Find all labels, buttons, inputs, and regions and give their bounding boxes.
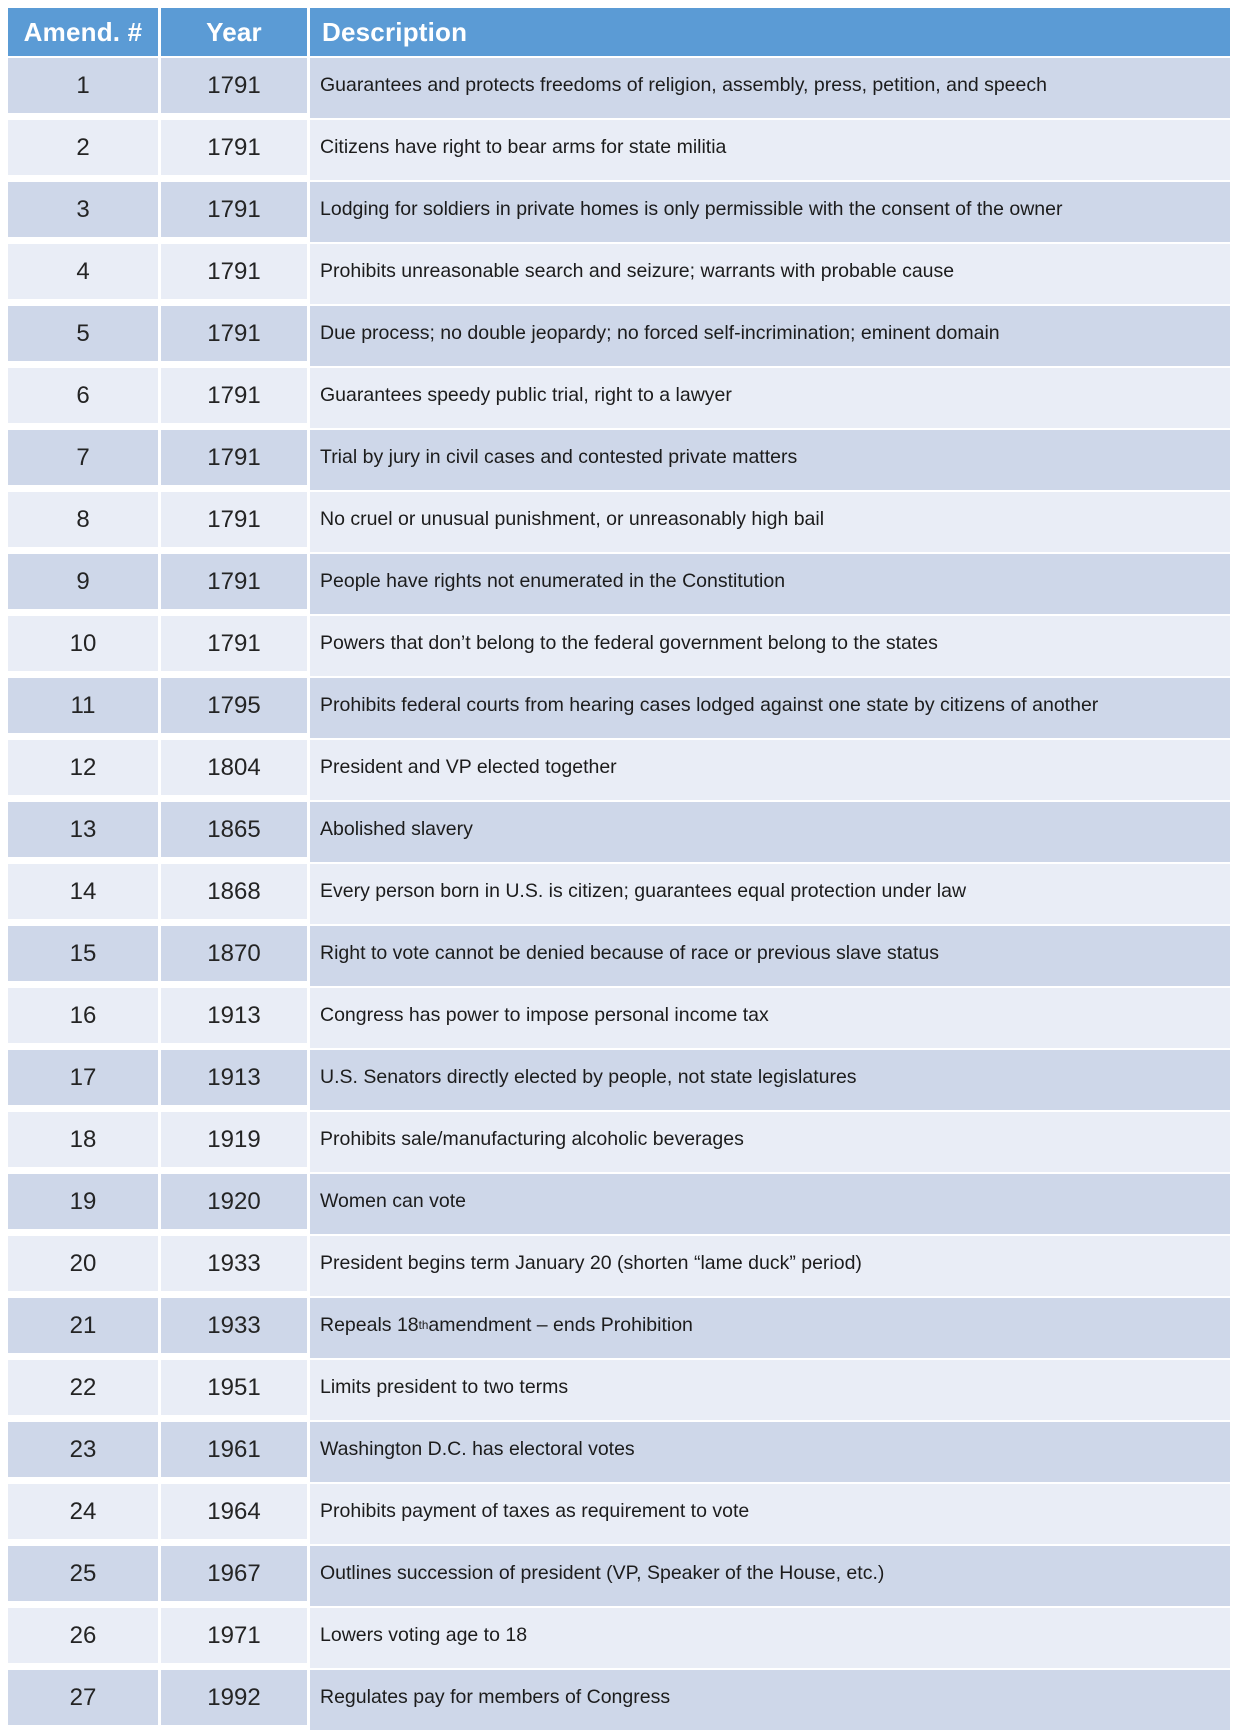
year-cell: 1961: [161, 1422, 307, 1477]
year-cell: 1791: [161, 492, 307, 547]
amend-number-cell: 20: [8, 1236, 158, 1291]
year-cell: 1865: [161, 802, 307, 857]
year-cell: 1920: [161, 1174, 307, 1229]
amend-number-cell: 24: [8, 1484, 158, 1539]
amend-number-cell: 19: [8, 1174, 158, 1229]
amend-number-cell: 23: [8, 1422, 158, 1477]
amend-number-cell: 11: [8, 678, 158, 733]
description-cell: Prohibits sale/manufacturing alcoholic beverages: [310, 1112, 1230, 1172]
amend-number-cell: 7: [8, 430, 158, 485]
amend-number-cell: 18: [8, 1112, 158, 1167]
year-cell: 1933: [161, 1236, 307, 1291]
year-cell: 1795: [161, 678, 307, 733]
amend-number-cell: 6: [8, 368, 158, 423]
description-cell: Guarantees speedy public trial, right to a lawyer: [310, 368, 1230, 428]
year-cell: 1791: [161, 368, 307, 423]
amend-number-cell: 15: [8, 926, 158, 981]
amend-number-cell: 14: [8, 864, 158, 919]
amend-number-cell: 5: [8, 306, 158, 361]
description-cell: Lowers voting age to 18: [310, 1608, 1230, 1668]
year-cell: 1913: [161, 988, 307, 1043]
description-cell: Prohibits federal courts from hearing cases lodged against one state by citizens of another: [310, 678, 1230, 738]
year-cell: 1791: [161, 554, 307, 609]
amendments-table: [8, 8, 1230, 1730]
year-cell: 1951: [161, 1360, 307, 1415]
amend-number-cell: 2: [8, 120, 158, 175]
year-cell: 1919: [161, 1112, 307, 1167]
year-cell: 1964: [161, 1484, 307, 1539]
amend-number-cell: 8: [8, 492, 158, 547]
description-cell: Prohibits payment of taxes as requirement to vote: [310, 1484, 1230, 1544]
amend-number-cell: 13: [8, 802, 158, 857]
amend-number-cell: 12: [8, 740, 158, 795]
amendments-grid: [8, 8, 1230, 1730]
description-cell: Women can vote: [310, 1174, 1230, 1234]
description-cell: Powers that don’t belong to the federal government belong to the states: [310, 616, 1230, 676]
description-cell: U.S. Senators directly elected by people, not state legislatures: [310, 1050, 1230, 1110]
description-cell: No cruel or unusual punishment, or unreasonably high bail: [310, 492, 1230, 552]
amend-number-cell: 1: [8, 58, 158, 113]
year-cell: 1791: [161, 306, 307, 361]
description-cell: Congress has power to impose personal income tax: [310, 988, 1230, 1048]
amend-number-cell: 27: [8, 1670, 158, 1725]
description-cell: People have rights not enumerated in the Constitution: [310, 554, 1230, 614]
amend-number-cell: 22: [8, 1360, 158, 1415]
column-header-amend-number: Amend. #: [8, 8, 158, 56]
year-cell: 1933: [161, 1298, 307, 1353]
amend-number-cell: 10: [8, 616, 158, 671]
description-cell: Lodging for soldiers in private homes is only permissible with the consent of the owner: [310, 182, 1230, 242]
description-cell: Outlines succession of president (VP, Speaker of the House, etc.): [310, 1546, 1230, 1606]
description-cell: Regulates pay for members of Congress: [310, 1670, 1230, 1730]
column-header-year: Year: [161, 8, 307, 56]
description-cell: Abolished slavery: [310, 802, 1230, 862]
amend-number-cell: 16: [8, 988, 158, 1043]
amend-number-cell: 26: [8, 1608, 158, 1663]
year-cell: 1791: [161, 244, 307, 299]
amend-number-cell: 3: [8, 182, 158, 237]
amend-number-cell: 25: [8, 1546, 158, 1601]
year-cell: 1804: [161, 740, 307, 795]
amend-number-cell: 21: [8, 1298, 158, 1353]
year-cell: 1791: [161, 120, 307, 175]
year-cell: 1791: [161, 58, 307, 113]
year-cell: 1868: [161, 864, 307, 919]
description-cell: Guarantees and protects freedoms of religion, assembly, press, petition, and speech: [310, 58, 1230, 118]
year-cell: 1971: [161, 1608, 307, 1663]
year-cell: 1913: [161, 1050, 307, 1105]
year-cell: 1992: [161, 1670, 307, 1725]
column-header-description: Description: [310, 8, 1230, 56]
year-cell: 1791: [161, 616, 307, 671]
description-cell: Right to vote cannot be denied because of race or previous slave status: [310, 926, 1230, 986]
year-cell: 1870: [161, 926, 307, 981]
description-cell: Repeals 18 th amendment – ends Prohibition: [310, 1298, 1230, 1358]
description-cell: Washington D.C. has electoral votes: [310, 1422, 1230, 1482]
description-cell: President begins term January 20 (shorten “lame duck” period): [310, 1236, 1230, 1296]
amend-number-cell: 4: [8, 244, 158, 299]
amend-number-cell: 9: [8, 554, 158, 609]
description-cell: President and VP elected together: [310, 740, 1230, 800]
amend-number-cell: 17: [8, 1050, 158, 1105]
year-cell: 1791: [161, 182, 307, 237]
year-cell: 1967: [161, 1546, 307, 1601]
year-cell: 1791: [161, 430, 307, 485]
description-cell: Limits president to two terms: [310, 1360, 1230, 1420]
description-cell: Prohibits unreasonable search and seizure; warrants with probable cause: [310, 244, 1230, 304]
description-cell: Every person born in U.S. is citizen; guarantees equal protection under law: [310, 864, 1230, 924]
description-cell: Trial by jury in civil cases and contested private matters: [310, 430, 1230, 490]
description-cell: Due process; no double jeopardy; no forced self-incrimination; eminent domain: [310, 306, 1230, 366]
description-cell: Citizens have right to bear arms for state militia: [310, 120, 1230, 180]
